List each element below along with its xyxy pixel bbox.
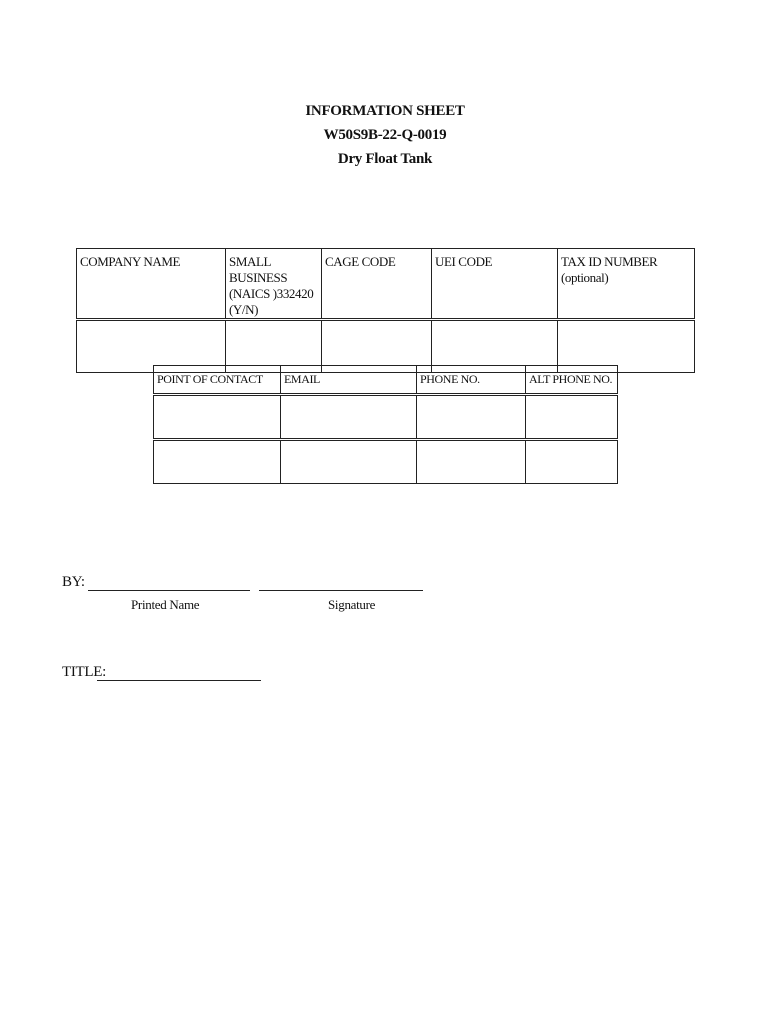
contact-entry-row <box>154 440 618 484</box>
document-subject: Dry Float Tank <box>337 151 433 167</box>
title-label: TITLE: <box>62 664 107 680</box>
printed-name-line[interactable] <box>88 590 250 591</box>
contact-header-row <box>154 366 618 395</box>
signature-line[interactable] <box>259 590 423 591</box>
by-label: BY: <box>62 574 85 590</box>
point-of-contact-field[interactable] <box>154 395 281 440</box>
company-header-row <box>77 249 695 320</box>
phone-field[interactable] <box>417 395 526 440</box>
signature-caption: Signature <box>328 597 376 612</box>
column-header: ALT PHONE NO. <box>526 366 618 395</box>
contact-info-table <box>153 365 618 484</box>
column-header: PHONE NO. <box>417 366 526 395</box>
column-header: SMALL BUSINESS (NAICS )332420 (Y/N) <box>226 249 322 320</box>
company-info-table <box>76 248 695 373</box>
contact-entry-row <box>154 395 618 440</box>
printed-name-caption: Printed Name <box>131 597 200 612</box>
solicitation-number: W50S9B-22-Q-0019 <box>323 127 447 143</box>
column-header: EMAIL <box>281 366 417 395</box>
column-header: UEI CODE <box>432 249 558 320</box>
alt-phone-field[interactable] <box>526 395 618 440</box>
column-header: COMPANY NAME <box>77 249 226 320</box>
alt-phone-field[interactable] <box>526 440 618 484</box>
title-line[interactable] <box>97 680 261 681</box>
document-header <box>0 99 770 171</box>
email-field[interactable] <box>281 440 417 484</box>
column-header: TAX ID NUMBER (optional) <box>558 249 695 320</box>
phone-field[interactable] <box>417 440 526 484</box>
column-header: POINT OF CONTACT <box>154 366 281 395</box>
document-title: INFORMATION SHEET <box>305 103 465 119</box>
point-of-contact-field[interactable] <box>154 440 281 484</box>
column-header: CAGE CODE <box>322 249 432 320</box>
email-field[interactable] <box>281 395 417 440</box>
